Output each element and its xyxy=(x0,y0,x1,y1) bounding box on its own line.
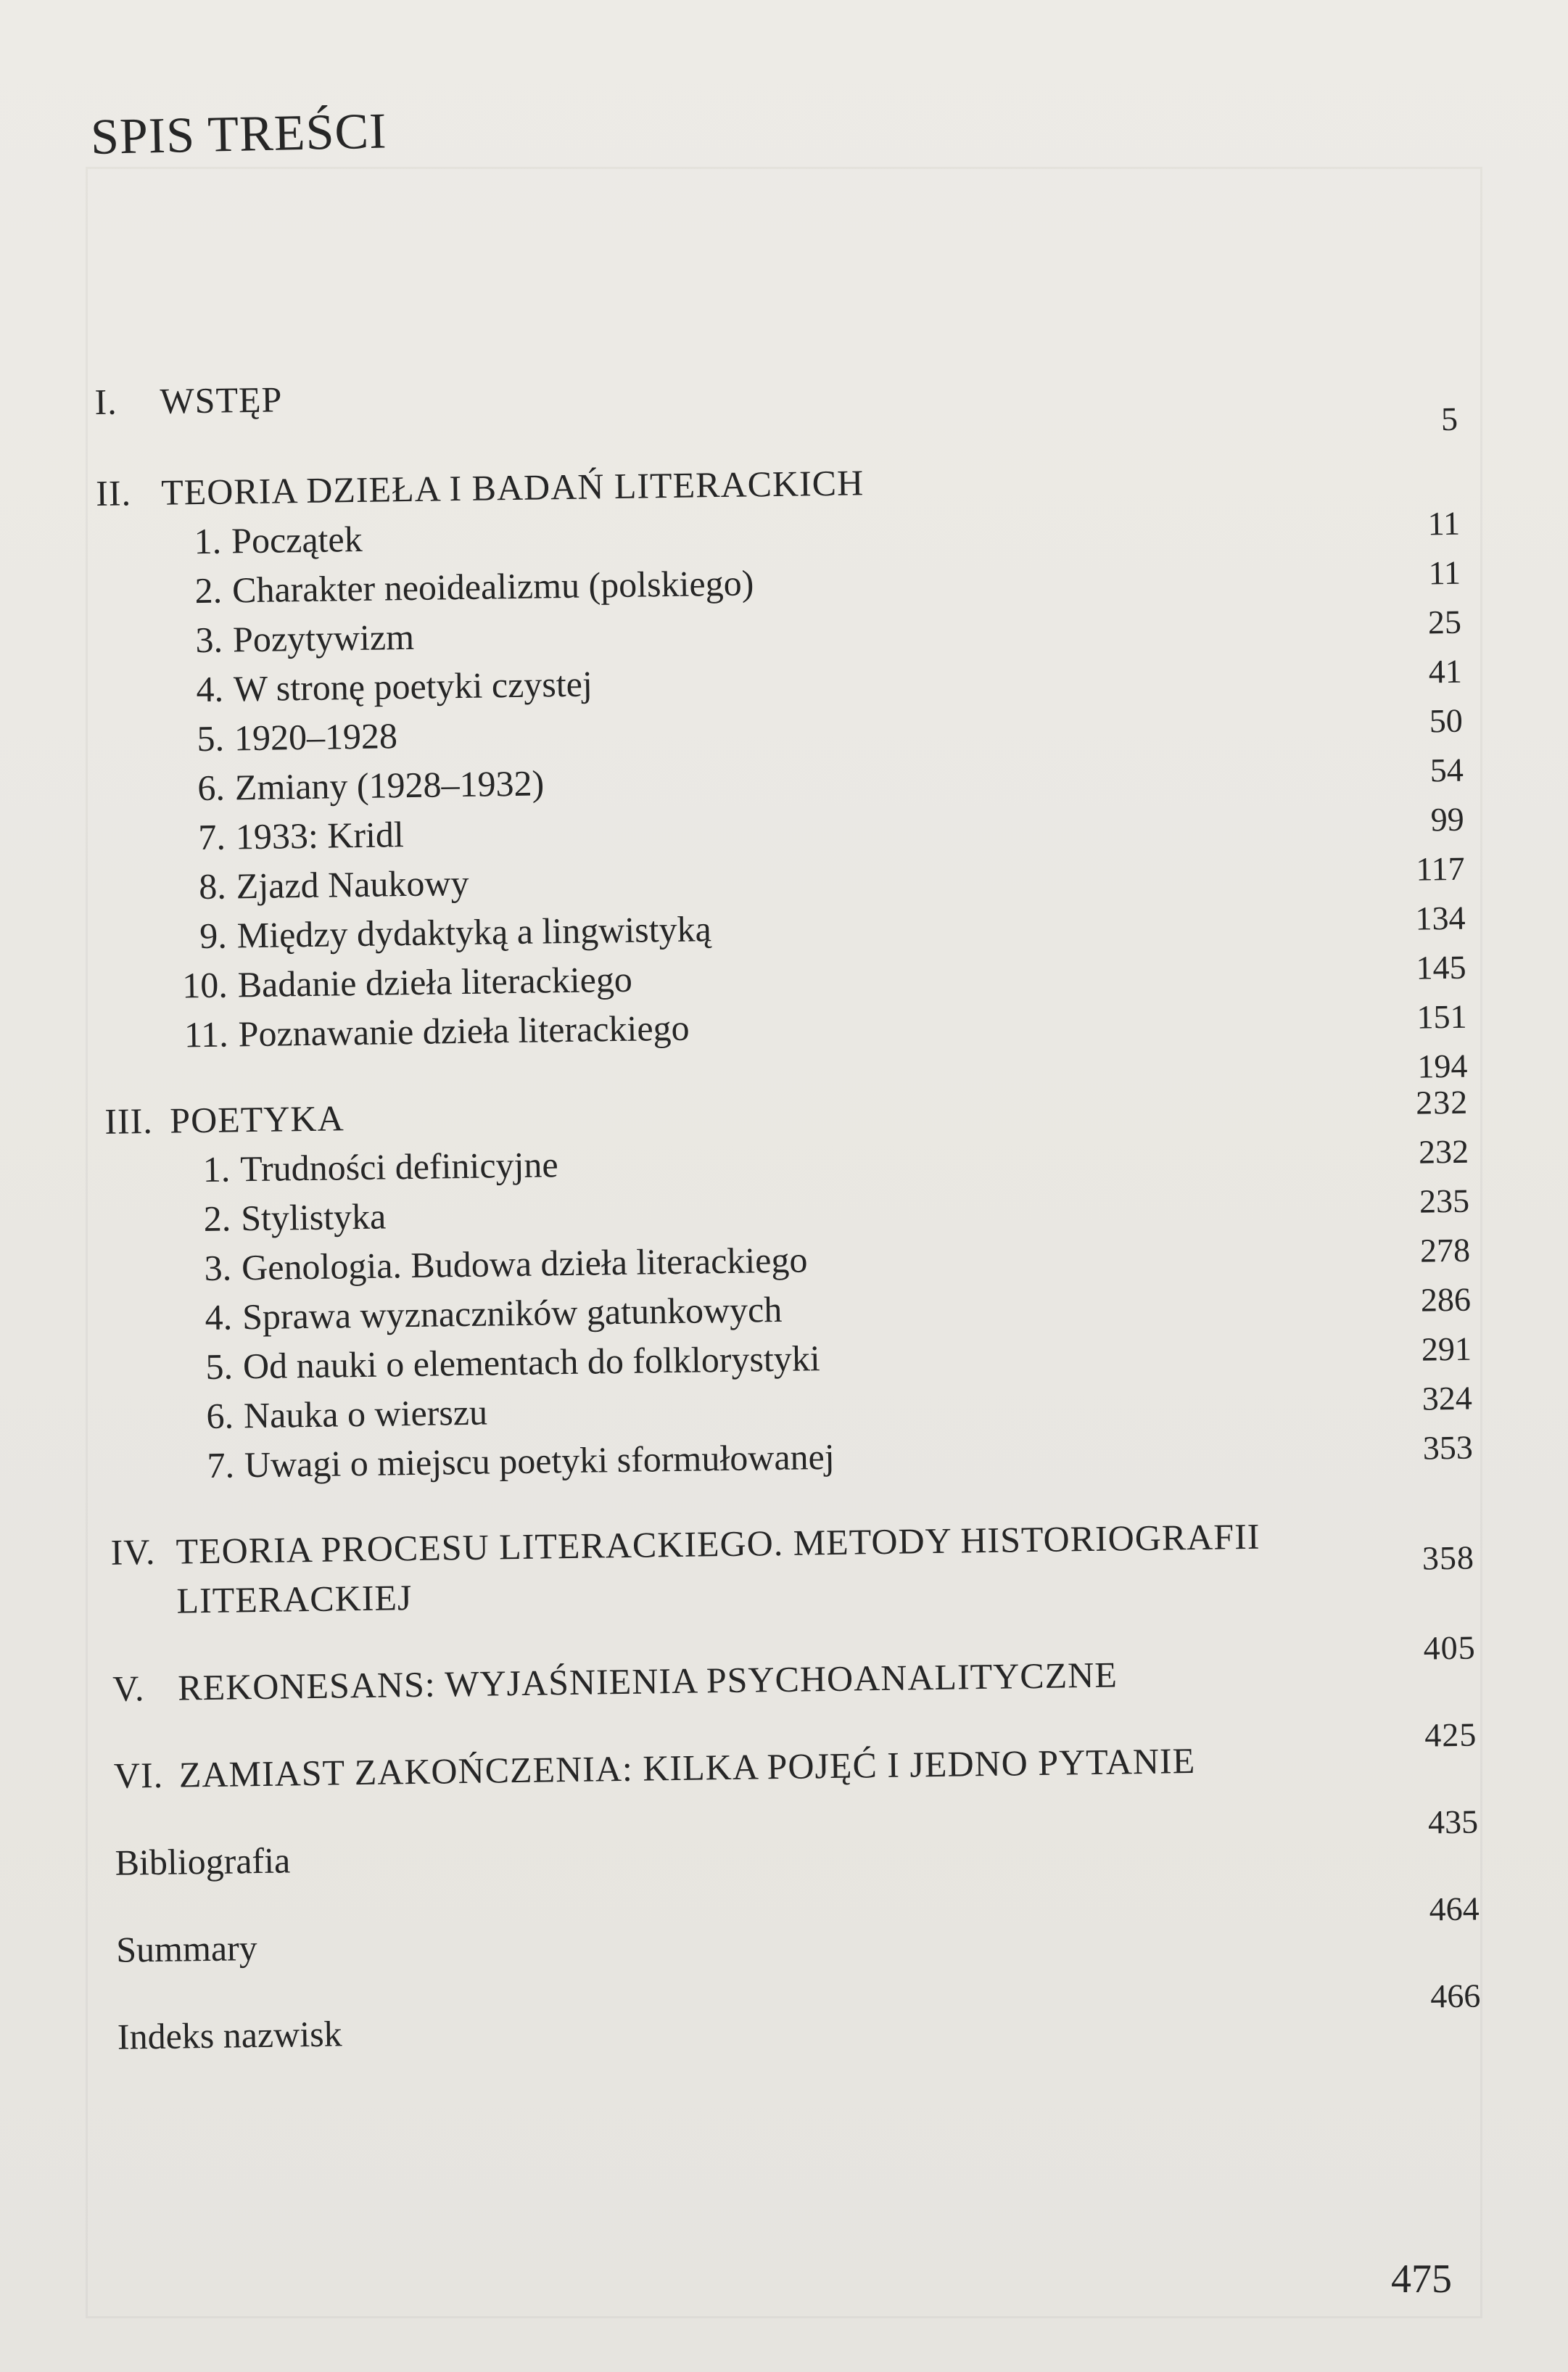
entry-number: II. xyxy=(95,472,132,514)
entry-page: 145 xyxy=(1416,948,1466,987)
table-of-contents xyxy=(94,358,1481,2062)
entry-page: 41 xyxy=(1428,652,1463,691)
entry-label: Sprawa wyznaczników gatunkowych xyxy=(242,1288,783,1338)
entry-number: 2. xyxy=(203,1198,231,1240)
entry-number: 1. xyxy=(202,1148,231,1190)
entry-page: 464 xyxy=(1429,1890,1480,1928)
entry-page: 291 xyxy=(1421,1330,1472,1368)
entry-page: 235 xyxy=(1419,1182,1470,1220)
entry-label: Trudności definicyjne xyxy=(239,1144,558,1190)
toc-entry-4 xyxy=(110,1509,1475,1626)
entry-label: Uwagi o miejscu poetyki sformułowanej xyxy=(244,1436,835,1486)
entry-label: TEORIA DZIEŁA I BADAŃ LITERACKICH xyxy=(160,462,865,513)
entry-label: Początek xyxy=(231,518,363,561)
entry-page: 286 xyxy=(1420,1280,1472,1319)
entry-page: 232 xyxy=(1415,1083,1469,1121)
entry-label: ZAMIAST ZAKOŃCZENIA: KILKA POJĘĆ I JEDNO PYTANIE xyxy=(178,1739,1196,1795)
entry-label: POETYKA xyxy=(169,1098,345,1141)
entry-number: 7. xyxy=(197,816,226,858)
entry-label: Bibliografia xyxy=(115,1840,291,1883)
entry-page: 151 xyxy=(1416,997,1467,1036)
entry-number: 8. xyxy=(198,865,227,907)
entry-page: 194 xyxy=(1417,1047,1468,1085)
entry-number: 3. xyxy=(204,1247,232,1288)
entry-page: 134 xyxy=(1415,899,1466,937)
entry-page: 50 xyxy=(1429,701,1464,740)
entry-page: 353 xyxy=(1422,1428,1474,1467)
entry-label: WSTĘP xyxy=(160,379,283,421)
entry-number: 1. xyxy=(194,520,222,562)
entry-page: 25 xyxy=(1427,603,1462,641)
entry-label: Między dydaktyką a lingwistyką xyxy=(236,908,712,956)
entry-label: Pozytywizm xyxy=(232,616,415,660)
entry-number: 4. xyxy=(196,668,224,710)
entry-page: 11 xyxy=(1428,553,1461,592)
entry-number: 4. xyxy=(205,1296,233,1338)
entry-number: 10. xyxy=(181,964,228,1006)
entry-label: Summary xyxy=(115,1927,258,1970)
entry-label: 1920–1928 xyxy=(234,715,398,759)
entry-number: III. xyxy=(104,1100,154,1142)
entry-label: TEORIA PROCESU LITERACKIEGO. METODY HISTORIOGRAFII LITERACKIEJ xyxy=(176,1515,1260,1621)
entry-page: 5 xyxy=(1440,400,1459,438)
entry-page: 435 xyxy=(1427,1803,1479,1841)
entry-number: 7. xyxy=(207,1444,235,1486)
entry-page: 358 xyxy=(1421,1539,1475,1577)
entry-page: 405 xyxy=(1423,1628,1476,1667)
entry-number: 9. xyxy=(199,915,228,957)
entry-label: Genologia. Budowa dzieła literackiego xyxy=(241,1239,808,1288)
entry-number: 5. xyxy=(197,717,225,759)
page-title: SPIS TREŚCI xyxy=(90,103,388,165)
entry-number: 2. xyxy=(194,569,223,611)
entry-label: Zmiany (1928–1932) xyxy=(234,762,545,808)
entry-number: 5. xyxy=(205,1346,234,1387)
entry-page: 11 xyxy=(1427,504,1461,543)
entry-label: Badanie dzieła literackiego xyxy=(237,958,633,1005)
entry-label: Charakter neoidealizmu (polskiego) xyxy=(231,562,754,611)
entry-label: Indeks nazwisk xyxy=(117,2013,342,2057)
entry-number: V. xyxy=(112,1668,145,1709)
entry-label: REKONESANS: WYJAŚNIENIA PSYCHOANALITYCZNE xyxy=(177,1654,1118,1708)
entry-label: 1933: Kridl xyxy=(235,814,405,857)
entry-number: VI. xyxy=(113,1754,164,1796)
entry-number: 11. xyxy=(183,1013,229,1055)
entry-number: 6. xyxy=(206,1395,234,1436)
entry-number: IV. xyxy=(110,1531,156,1573)
entry-number: 3. xyxy=(195,619,223,661)
entry-label: Nauka o wierszu xyxy=(243,1391,488,1436)
entry-page: 466 xyxy=(1429,1977,1481,2015)
entry-page: 425 xyxy=(1424,1716,1477,1754)
entry-label: Zjazd Naukowy xyxy=(236,862,469,907)
page-number: 475 xyxy=(1391,2257,1452,2302)
entry-label: Stylistyka xyxy=(240,1195,387,1239)
entry-page: 278 xyxy=(1419,1231,1471,1269)
entry-page: 99 xyxy=(1430,800,1465,839)
entry-label: Od nauki o elementach do folklorystyki xyxy=(242,1338,821,1387)
entry-number: 6. xyxy=(197,767,226,809)
entry-label: W stronę poetyki czystej xyxy=(233,663,593,709)
entry-number: I. xyxy=(94,381,118,422)
entry-page: 117 xyxy=(1415,849,1465,888)
entry-page: 54 xyxy=(1429,751,1464,789)
entry-page: 324 xyxy=(1421,1379,1473,1417)
entry-label: Poznawanie dzieła literackiego xyxy=(238,1007,690,1055)
entry-page: 232 xyxy=(1418,1132,1469,1171)
